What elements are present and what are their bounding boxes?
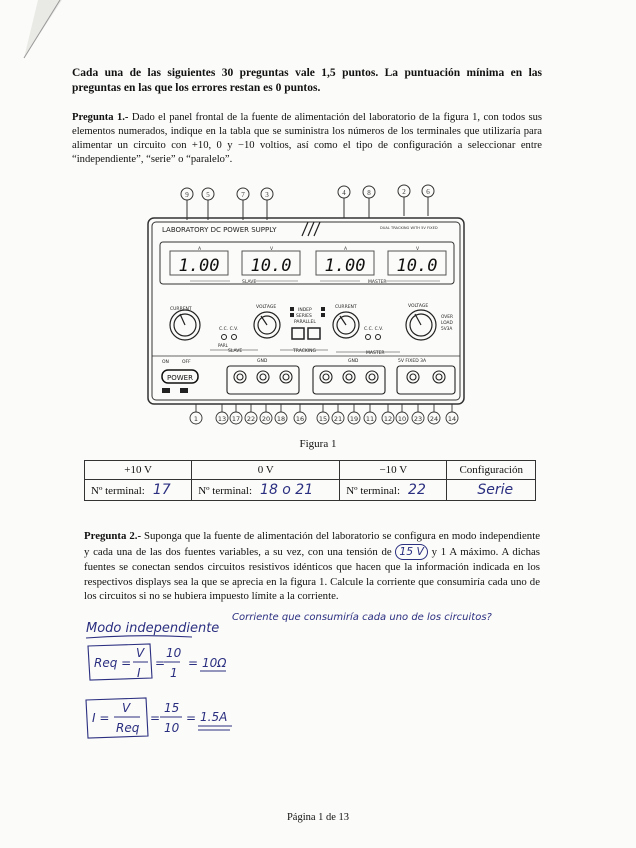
answer-plus10: 17: [152, 482, 171, 498]
callout-bottom-8: 15: [318, 415, 328, 423]
eq2-den: Req: [116, 721, 140, 735]
display-unit-4: V: [416, 247, 420, 252]
parl-label: PARL: [218, 343, 228, 348]
callout-bottom-13: 10: [397, 415, 407, 423]
master-label-panel: MASTER: [366, 351, 385, 356]
callout-bottom-11: 11: [365, 415, 375, 423]
panel-brand: LABORATORY DC POWER SUPPLY: [162, 226, 277, 234]
eq1-eq2: =: [188, 656, 199, 670]
eq2-result: 1.5A: [200, 710, 228, 724]
slave-label-display: SLAVE: [242, 280, 257, 285]
question-2-text-b: y 1 A máximo. A dichas fuentes se conectan sendos circuitos resistivos idénticos que hacen que la información indicada en los respectivos displays sea la que se aprecia en la figura 1. Calcule la corriente que consumiría cada uno de los circuitos si no se hubiera impuesto límite a la corriente.: [84, 545, 540, 602]
display-value-2: 10.0: [250, 256, 292, 276]
callout-bottom-5: 20: [261, 415, 271, 423]
display-value-3: 1.00: [324, 256, 366, 276]
eq1-num: V: [136, 646, 145, 660]
question-2-label: Pregunta 2.-: [84, 530, 142, 542]
knob-label-4: VOLTAGE: [408, 304, 429, 309]
slave-label-panel: SLAVE: [228, 349, 243, 354]
callout-bottom-7: 16: [295, 415, 305, 423]
figure-caption: Figura 1: [299, 438, 337, 450]
callout-bottom-15: 24: [429, 415, 439, 423]
eq2-num2: 15: [164, 701, 180, 715]
header-plus10: +10 V: [85, 461, 192, 480]
overload-1: OVER: [441, 315, 453, 320]
knob-label-3: CURRENT: [335, 305, 357, 310]
fixed-label: 5V FIXED 3A: [398, 359, 427, 364]
eq2-eq: =: [150, 711, 161, 725]
gnd-label-master: GND: [348, 359, 359, 364]
cc-cv-label-slave: C.C. C.V.: [219, 327, 239, 332]
eq1-eq: =: [155, 656, 166, 670]
eq1-result: 10Ω: [202, 656, 227, 670]
display-value-4: 10.0: [396, 256, 438, 276]
callout-bottom-10: 19: [349, 415, 359, 423]
row-label: Nº terminal:: [91, 485, 145, 497]
note-mode: Modo independiente: [86, 621, 220, 636]
mode-parallel: PARALLEL: [294, 320, 316, 325]
eq1-lhs: Req =: [94, 656, 132, 670]
display-unit-3: A: [344, 247, 348, 252]
eq1-den2: 1: [170, 666, 178, 680]
header-minus10: −10 V: [340, 461, 447, 480]
callout-bottom-16: 14: [447, 415, 457, 423]
header-config: Configuración: [447, 461, 536, 480]
knob-label-1: CURRENT: [170, 307, 192, 312]
gnd-label-slave: GND: [257, 359, 268, 364]
callout-top-6: 8: [367, 189, 371, 197]
callout-bottom-9: 21: [333, 415, 343, 423]
callout-top-3: 7: [241, 191, 245, 199]
answer-config: Serie: [477, 482, 514, 498]
callout-bottom-6: 18: [276, 415, 286, 423]
eq2-num: V: [122, 701, 131, 715]
eq2-eq2: =: [186, 711, 197, 725]
row-label: Nº terminal:: [346, 485, 401, 497]
overload-2: LOAD: [441, 321, 453, 326]
callout-bottom-3: 17: [231, 415, 241, 423]
callout-bottom-1: 1: [193, 415, 199, 423]
switch-on: ON: [162, 360, 169, 365]
callout-bottom-2: 13: [217, 415, 227, 423]
panel-tracking-label: DUAL TRACKING WITH 5V FIXED: [380, 226, 438, 230]
answer-0v: 18 o 21: [260, 482, 314, 498]
cc-cv-label-master: C.C. C.V.: [364, 327, 384, 332]
mode-series: SERIES: [296, 314, 312, 319]
row-label: Nº terminal:: [198, 485, 253, 497]
display-unit-2: V: [270, 247, 274, 252]
instructions: Cada una de las siguientes 30 preguntas vale 1,5 puntos. La puntuación mínima en las preguntas en las que los errores restan es 0 puntos.: [72, 67, 542, 94]
power-label: POWER: [167, 374, 193, 382]
overload-3: 5V3A: [441, 327, 453, 332]
display-unit-1: A: [198, 247, 202, 252]
callout-top-1: 9: [185, 191, 189, 199]
eq1-num2: 10: [166, 646, 182, 660]
question-2-text-a: Suponga que la fuente de alimentación del laboratorio se configura en modo independiente y cada una de las dos fuentes variables, a su vez, con una tensión de: [84, 530, 540, 558]
callout-top-4: 3: [265, 191, 269, 199]
page-footer: Página 1 de 13: [286, 812, 350, 823]
circled-voltage: 15 V: [395, 544, 428, 561]
callout-bottom-14: 23: [413, 415, 423, 423]
note-question: Corriente que consumiría cada uno de los circuitos?: [232, 612, 492, 623]
question-1-label: Pregunta 1.-: [72, 112, 129, 123]
switch-off: OFF: [182, 360, 191, 365]
callout-bottom-12: 12: [383, 415, 393, 423]
eq1-den: I: [137, 666, 141, 680]
header-0v: 0 V: [192, 461, 340, 480]
mode-indep: INDEP: [298, 308, 312, 313]
callout-top-2: 5: [206, 191, 210, 199]
callout-top-7: 2: [402, 188, 406, 196]
eq2-den2: 10: [164, 721, 180, 735]
callout-top-5: 4: [342, 189, 346, 197]
eq2-lhs: I =: [92, 711, 110, 725]
display-value-1: 1.00: [178, 256, 220, 276]
callout-top-8: 6: [426, 188, 430, 196]
question-1-text: Dado el panel frontal de la fuente de alimentación del laboratorio de la figura 1, con todos sus elementos numerados, indique en la tabla que se suministra los números de los terminales que utilizaría para alimentar un circuito con +10, 0 y −10 voltios, así como el tipo de configuración a seleccionar entre “independiente”, “serie” o “paralelo”.: [72, 112, 543, 165]
callout-bottom-4: 22: [246, 415, 256, 423]
tracking-label: TRACKING: [293, 349, 316, 354]
knob-label-2: VOLTAGE: [256, 305, 277, 310]
answer-minus10: 22: [408, 482, 426, 498]
master-label-display: MASTER: [368, 280, 387, 285]
